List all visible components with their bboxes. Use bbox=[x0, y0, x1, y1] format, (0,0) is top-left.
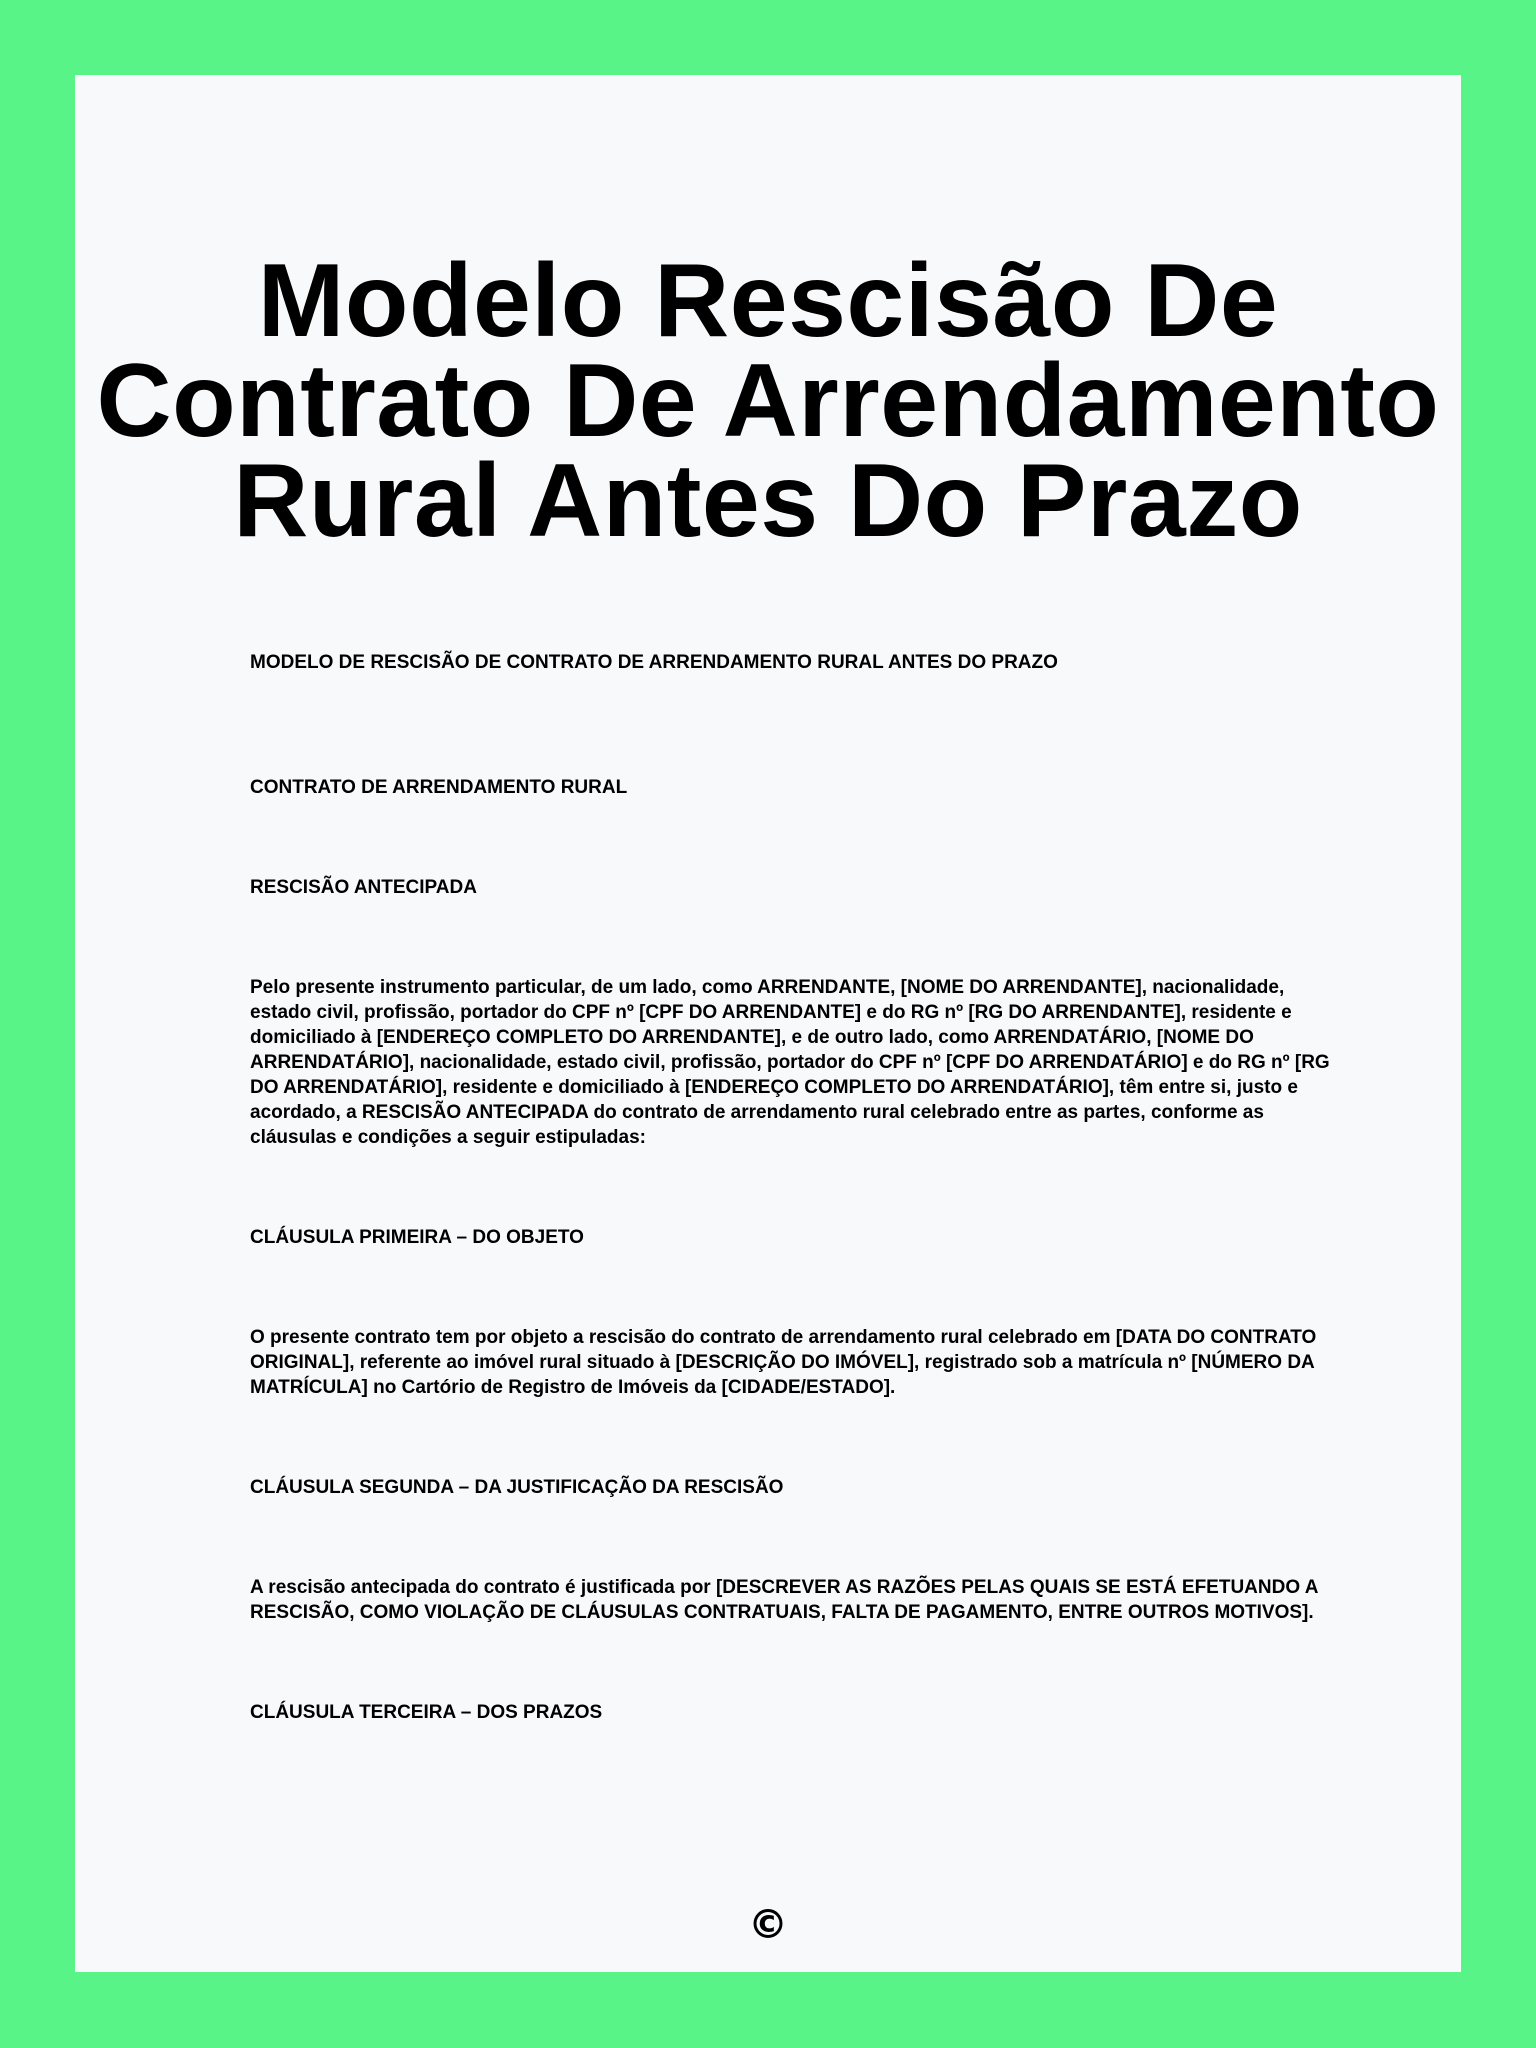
document-page bbox=[75, 75, 1461, 1972]
document-title: Modelo Rescisão De Contrato De Arrendamento Rural Antes Do Prazo bbox=[96, 243, 1440, 559]
clause-second-text: A rescisão antecipada do contrato é justificada por [DESCREVER AS RAZÕES PELAS QUAIS SE ESTÁ EFETUANDO A RESCISÃO, COMO VIOLAÇÃO DE CLÁUSULAS CONTRATUAIS, FALTA DE PAGAMENTO, ENTRE OUTROS MOTIVOS]. bbox=[250, 1577, 1318, 1623]
rescission-heading: RESCISÃO ANTECIPADA bbox=[250, 877, 477, 898]
clause-third-heading: CLÁUSULA TERCEIRA – DOS PRAZOS bbox=[250, 1702, 603, 1723]
clause-first-heading: CLÁUSULA PRIMEIRA – DO OBJETO bbox=[250, 1227, 584, 1248]
parties-paragraph: Pelo presente instrumento particular, de um lado, como ARRENDANTE, [NOME DO ARRENDANTE], nacionalidade, estado civil, profissão, portador do CPF nº [CPF DO ARRENDANTE] e do RG nº [RG DO ARRENDANTE], residente e domiciliado à [ENDEREÇO COMPLETO DO ARRENDANTE], e de outro lado, como ARRENDATÁRIO, [NOME DO ARRENDATÁRIO], nacionalidade, estado civil, profissão, portador do CPF nº [CPF DO ARRENDATÁRIO] e do RG nº [RG DO ARRENDATÁRIO], residente e domiciliado à [ENDEREÇO COMPLETO DO ARRENDATÁRIO], têm entre si, justo e acordado, a RESCISÃO ANTECIPADA do contrato de arrendamento rural celebrado entre as partes, conforme as cláusulas e condições a seguir estipuladas: bbox=[250, 977, 1330, 1148]
contract-type-heading: CONTRATO DE ARRENDAMENTO RURAL bbox=[250, 777, 628, 798]
copyright-icon: © bbox=[748, 1902, 788, 1948]
clause-second-heading: CLÁUSULA SEGUNDA – DA JUSTIFICAÇÃO DA RESCISÃO bbox=[250, 1477, 784, 1498]
document-heading: MODELO DE RESCISÃO DE CONTRATO DE ARRENDAMENTO RURAL ANTES DO PRAZO bbox=[250, 652, 1058, 673]
clause-first-text: O presente contrato tem por objeto a rescisão do contrato de arrendamento rural celebrado em [DATA DO CONTRATO ORIGINAL], referente ao imóvel rural situado à [DESCRIÇÃO DO IMÓVEL], registrado sob a matrícula nº [NÚMERO DA MATRÍCULA] no Cartório de Registro de Imóveis da [CIDADE/ESTADO]. bbox=[250, 1327, 1317, 1398]
document-body bbox=[250, 650, 1350, 1725]
